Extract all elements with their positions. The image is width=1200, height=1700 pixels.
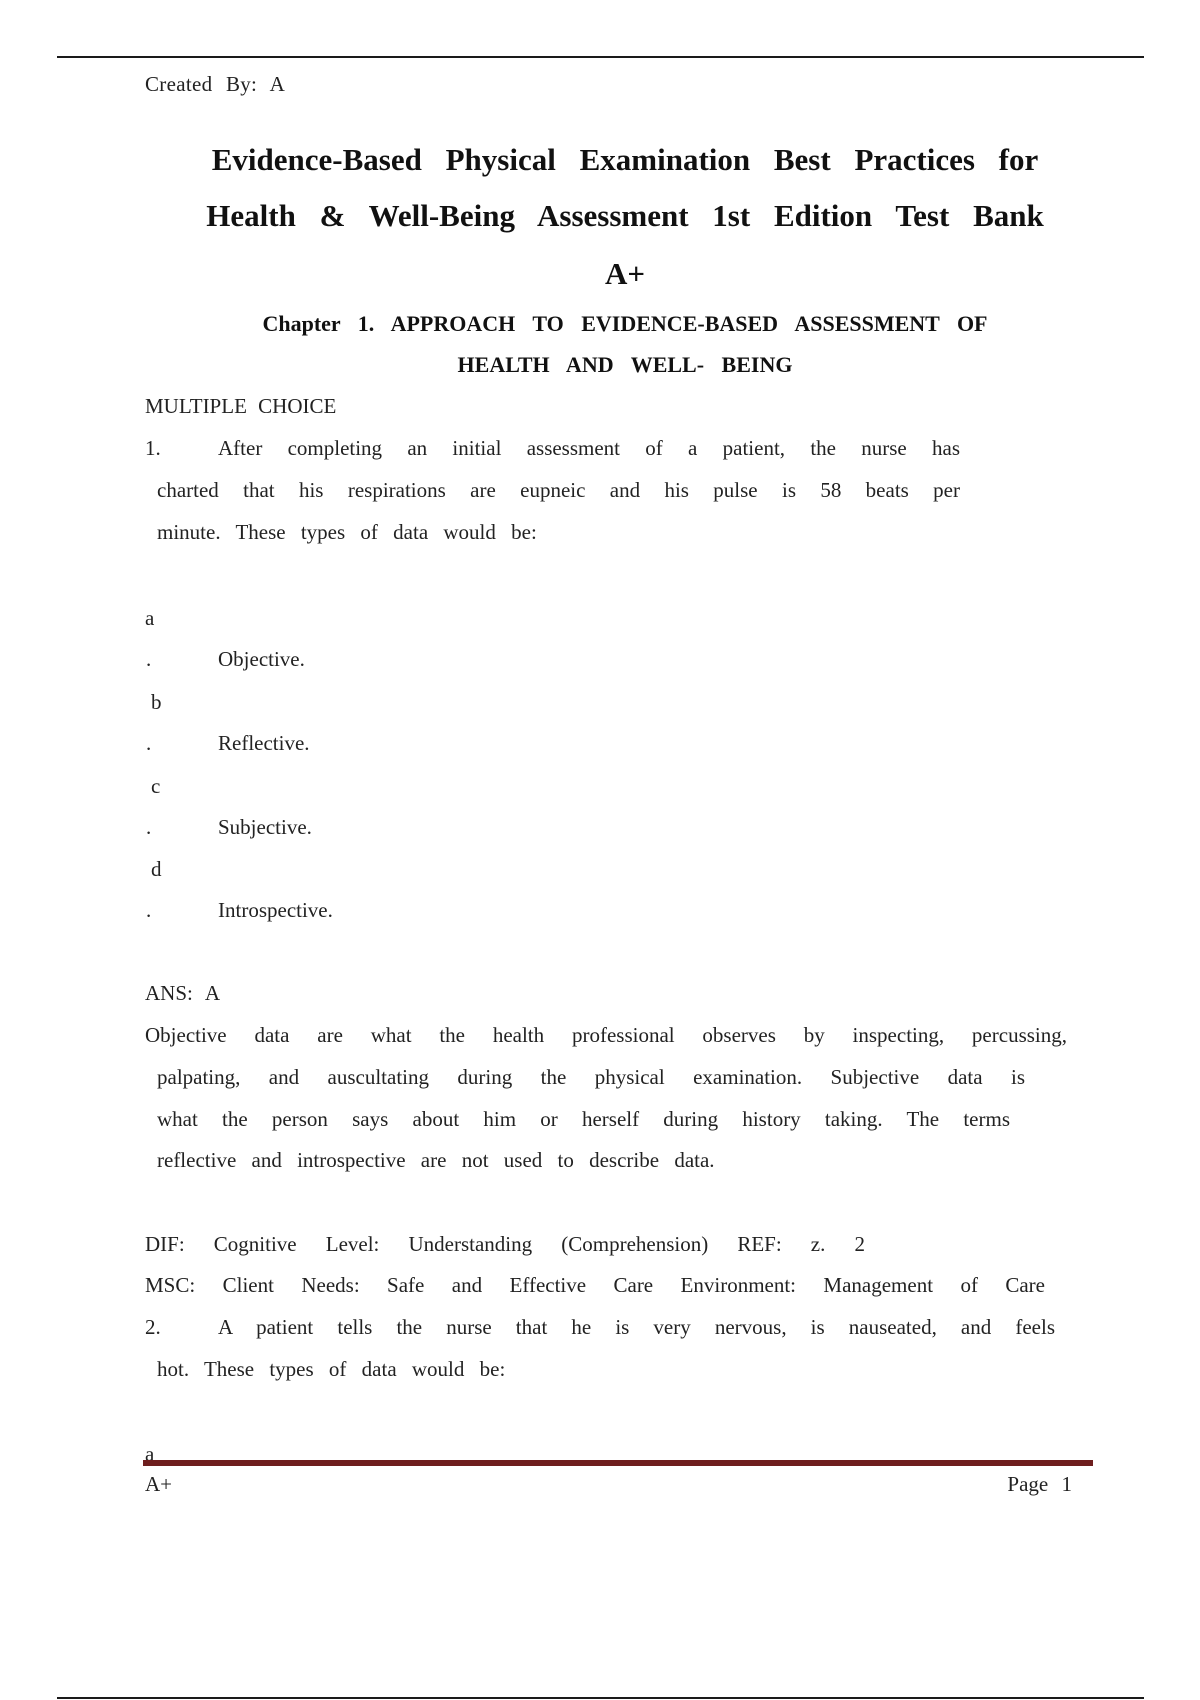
question-1-msc: MSC: Client Needs: Safe and Effective Care Environment: Management of Care <box>145 1273 1045 1297</box>
top-rule <box>57 56 1144 58</box>
page-number: Page 1 <box>1007 1472 1072 1496</box>
option-c-letter: c <box>151 774 161 798</box>
option-b-letter: b <box>151 690 162 714</box>
rationale-line-3: what the person says about him or herself during history taking. The terms <box>157 1107 1010 1131</box>
chapter-heading-line-1: Chapter 1. APPROACH TO EVIDENCE-BASED ASSESSMENT OF <box>262 311 988 336</box>
created-by-header: Created By: A <box>145 72 286 96</box>
chapter-heading-line-2: HEALTH AND WELL- BEING <box>457 352 793 377</box>
question-2-stem-line-2: hot. These types of data would be: <box>157 1357 506 1381</box>
question-1-stem-line-3: minute. These types of data would be: <box>157 520 537 544</box>
rationale-line-4: reflective and introspective are not used to describe data. <box>157 1148 715 1172</box>
option-c-dot: . <box>146 815 152 839</box>
rationale-line-2: palpating, and auscultating during the physical examination. Subjective data is <box>157 1065 1025 1089</box>
question-2-number: 2. <box>145 1315 161 1339</box>
question-2-stem-line-1: A patient tells the nurse that he is very nervous, is nauseated, and feels <box>218 1315 1055 1339</box>
option-b-text: Reflective. <box>218 731 310 755</box>
option-a-dot: . <box>146 647 152 671</box>
question-1-dif-ref: DIF: Cognitive Level: Understanding (Comprehension) REF: z. 2 <box>145 1232 865 1256</box>
question-1-stem-line-2: charted that his respirations are eupneic and his pulse is 58 beats per <box>157 478 960 502</box>
option-b-dot: . <box>146 731 152 755</box>
footer-bar <box>143 1460 1093 1466</box>
document-title-line-1: Evidence-Based Physical Examination Best Practices for <box>211 142 1039 177</box>
bottom-rule <box>57 1697 1144 1699</box>
question-1-number: 1. <box>145 436 161 460</box>
question-1-stem-line-1: After completing an initial assessment of a patient, the nurse has <box>218 436 960 460</box>
document-title-line-3: A+ <box>604 256 646 291</box>
option-d-text: Introspective. <box>218 898 333 922</box>
option-d-letter: d <box>151 857 162 881</box>
option-a-text: Objective. <box>218 647 305 671</box>
question-1-answer: ANS: A <box>145 981 221 1005</box>
option-d-dot: . <box>146 898 152 922</box>
option-c-text: Subjective. <box>218 815 312 839</box>
document-title-line-2: Health & Well-Being Assessment 1st Edition Test Bank <box>206 198 1044 233</box>
question-2-option-a-letter: a <box>145 1442 155 1460</box>
footer-left-text: A+ <box>145 1472 173 1496</box>
option-a-letter: a <box>145 606 155 630</box>
section-label: MULTIPLE CHOICE <box>145 394 337 418</box>
rationale-line-1: Objective data are what the health professional observes by inspecting, percussing, <box>145 1023 1067 1047</box>
